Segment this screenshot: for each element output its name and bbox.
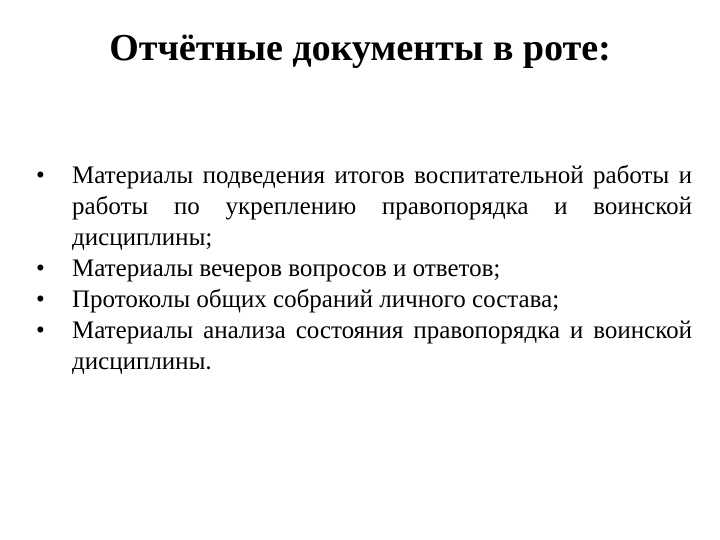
bullet-text: Материалы подведения итогов воспитательной работы и работы по укреплению правопорядка и воинской дисциплины; (72, 162, 692, 251)
bullet-item (36, 160, 692, 253)
bullet-item (36, 284, 692, 315)
bullet-list (36, 160, 692, 377)
bullet-marker: • (36, 286, 45, 313)
bullet-text: Материалы вечеров вопросов и ответов; (72, 255, 501, 282)
slide-title: Отчётные документы в роте: (109, 27, 611, 69)
bullet-item (36, 253, 692, 284)
bullet-marker: • (36, 255, 45, 282)
bullet-marker: • (36, 317, 45, 344)
bullet-marker: • (36, 162, 45, 189)
bullet-text: Протоколы общих собраний личного состава; (72, 286, 560, 313)
bullet-item (36, 315, 692, 377)
bullet-text: Материалы анализа состояния правопорядка и воинской дисциплины. (72, 317, 692, 375)
